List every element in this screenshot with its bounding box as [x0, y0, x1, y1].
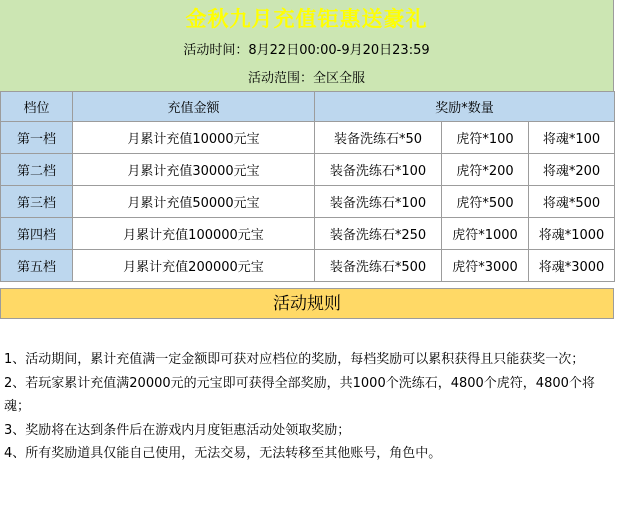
reward-tiger-cell: 虎符*1000 [442, 218, 529, 250]
tier-cell: 第四档 [1, 218, 73, 250]
amount-cell: 月累计充值10000元宝 [73, 122, 315, 154]
tier-cell: 第三档 [1, 186, 73, 218]
table-row [1, 250, 615, 282]
rules-list [4, 348, 610, 466]
reward-stone-cell: 装备洗练石*250 [315, 218, 442, 250]
reward-soul-cell: 将魂*200 [529, 154, 615, 186]
table-row [1, 218, 615, 250]
header-amount: 充值金额 [73, 92, 315, 122]
header-tier: 档位 [1, 92, 73, 122]
amount-cell: 月累计充值30000元宝 [73, 154, 315, 186]
reward-stone-cell: 装备洗练石*50 [315, 122, 442, 154]
reward-tiger-cell: 虎符*500 [442, 186, 529, 218]
event-scope: 活动范围：全区全服 [247, 71, 365, 86]
rule-item: 3、奖励将在达到条件后在游戏内月度钜惠活动处领取奖励； [4, 422, 351, 438]
reward-tiger-cell: 虎符*100 [442, 122, 529, 154]
reward-table [0, 91, 615, 282]
event-banner [0, 0, 614, 92]
event-title: 金秋九月充值钜惠送豪礼 [185, 7, 428, 31]
amount-cell: 月累计充值200000元宝 [73, 250, 315, 282]
reward-soul-cell: 将魂*3000 [529, 250, 615, 282]
rule-item: 1、活动期间，累计充值满一定金额即可获对应档位的奖励，每档奖励可以累积获得且只能获奖一次； [4, 352, 585, 367]
reward-soul-cell: 将魂*1000 [529, 218, 615, 250]
reward-stone-cell: 装备洗练石*500 [315, 250, 442, 282]
reward-stone-cell: 装备洗练石*100 [315, 186, 442, 218]
amount-cell: 月累计充值50000元宝 [73, 186, 315, 218]
event-time: 活动时间：8月22日00:00-9月20日23:59 [183, 43, 430, 58]
table-row [1, 122, 615, 154]
table-header-row [1, 92, 615, 122]
rule-item: 2、若玩家累计充值满20000元的元宝即可获得全部奖励，共1000个洗练石，4800个虎符，4800个将魂； [4, 375, 595, 414]
reward-stone-cell: 装备洗练石*100 [315, 154, 442, 186]
rule-item: 4、所有奖励道具仅能自己使用，无法交易，无法转移至其他账号，角色中。 [4, 446, 442, 461]
table-row [1, 186, 615, 218]
header-reward: 奖励*数量 [315, 92, 615, 122]
rules-heading: 活动规则 [0, 288, 614, 319]
table-row [1, 154, 615, 186]
tier-cell: 第二档 [1, 154, 73, 186]
tier-cell: 第一档 [1, 122, 73, 154]
reward-tiger-cell: 虎符*200 [442, 154, 529, 186]
reward-soul-cell: 将魂*100 [529, 122, 615, 154]
reward-tiger-cell: 虎符*3000 [442, 250, 529, 282]
tier-cell: 第五档 [1, 250, 73, 282]
amount-cell: 月累计充值100000元宝 [73, 218, 315, 250]
reward-soul-cell: 将魂*500 [529, 186, 615, 218]
